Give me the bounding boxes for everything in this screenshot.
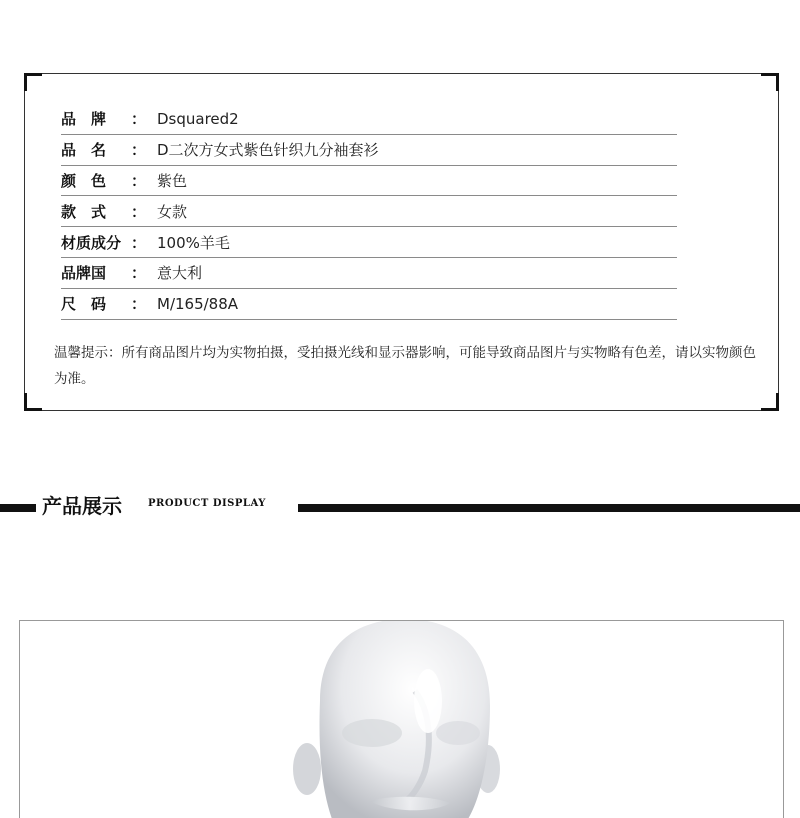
spec-value: 女款 [157,202,188,221]
spec-label: 颜 色 [61,171,107,190]
eye-left [342,719,402,747]
spec-colon: ： [131,202,147,221]
spec-value: D二次方女式紫色针织九分袖套衫 [157,141,379,160]
spec-value: 100%羊毛 [157,233,230,252]
spec-row-style [61,196,677,227]
spec-value: Dsquared2 [157,109,239,128]
spec-table [61,104,677,320]
spec-row-color [61,166,677,197]
spec-value: M/165/88A [157,294,239,313]
spec-row-size [61,289,677,320]
corner-mark [776,393,779,411]
section-subtitle: PRODUCT DISPLAY [148,498,266,509]
spec-colon: ： [131,264,147,283]
spec-row-brand [61,104,677,135]
spec-row-material [61,227,677,258]
spec-colon: ： [131,110,147,129]
spec-label: 品 名 [61,141,107,160]
corner-mark [776,73,779,91]
spec-row-country [61,258,677,289]
spec-label: 品 牌 [61,110,107,129]
section-header [0,486,800,522]
color-notice: 温馨提示：所有商品图片均为实物拍摄，受拍摄光线和显示器影响，可能导致商品图片与实物略有色差，请以实物颜色为准。 [54,345,756,387]
spec-label: 尺 码 [61,295,107,314]
header-rule-right [298,504,800,512]
mannequin-head-illustration [20,621,784,818]
product-spec-box [24,73,779,411]
header-rule-left [0,504,36,512]
spec-label: 款 式 [61,202,107,221]
product-photo [19,620,784,818]
mannequin-head [320,621,491,818]
spec-colon: ： [131,141,147,160]
spec-value: 紫色 [157,171,188,190]
spec-colon: ： [131,233,147,252]
corner-mark [24,393,27,411]
spec-row-name [61,135,677,166]
ear-left [293,743,321,795]
eye-right [436,721,480,745]
spec-value: 意大利 [157,264,203,283]
spec-colon: ： [131,171,147,190]
spec-colon: ： [131,295,147,314]
corner-mark [24,73,27,91]
spec-label: 品牌国 [61,264,107,283]
spec-label: 材质成分 [61,233,122,252]
section-title: 产品展示 [42,494,122,518]
